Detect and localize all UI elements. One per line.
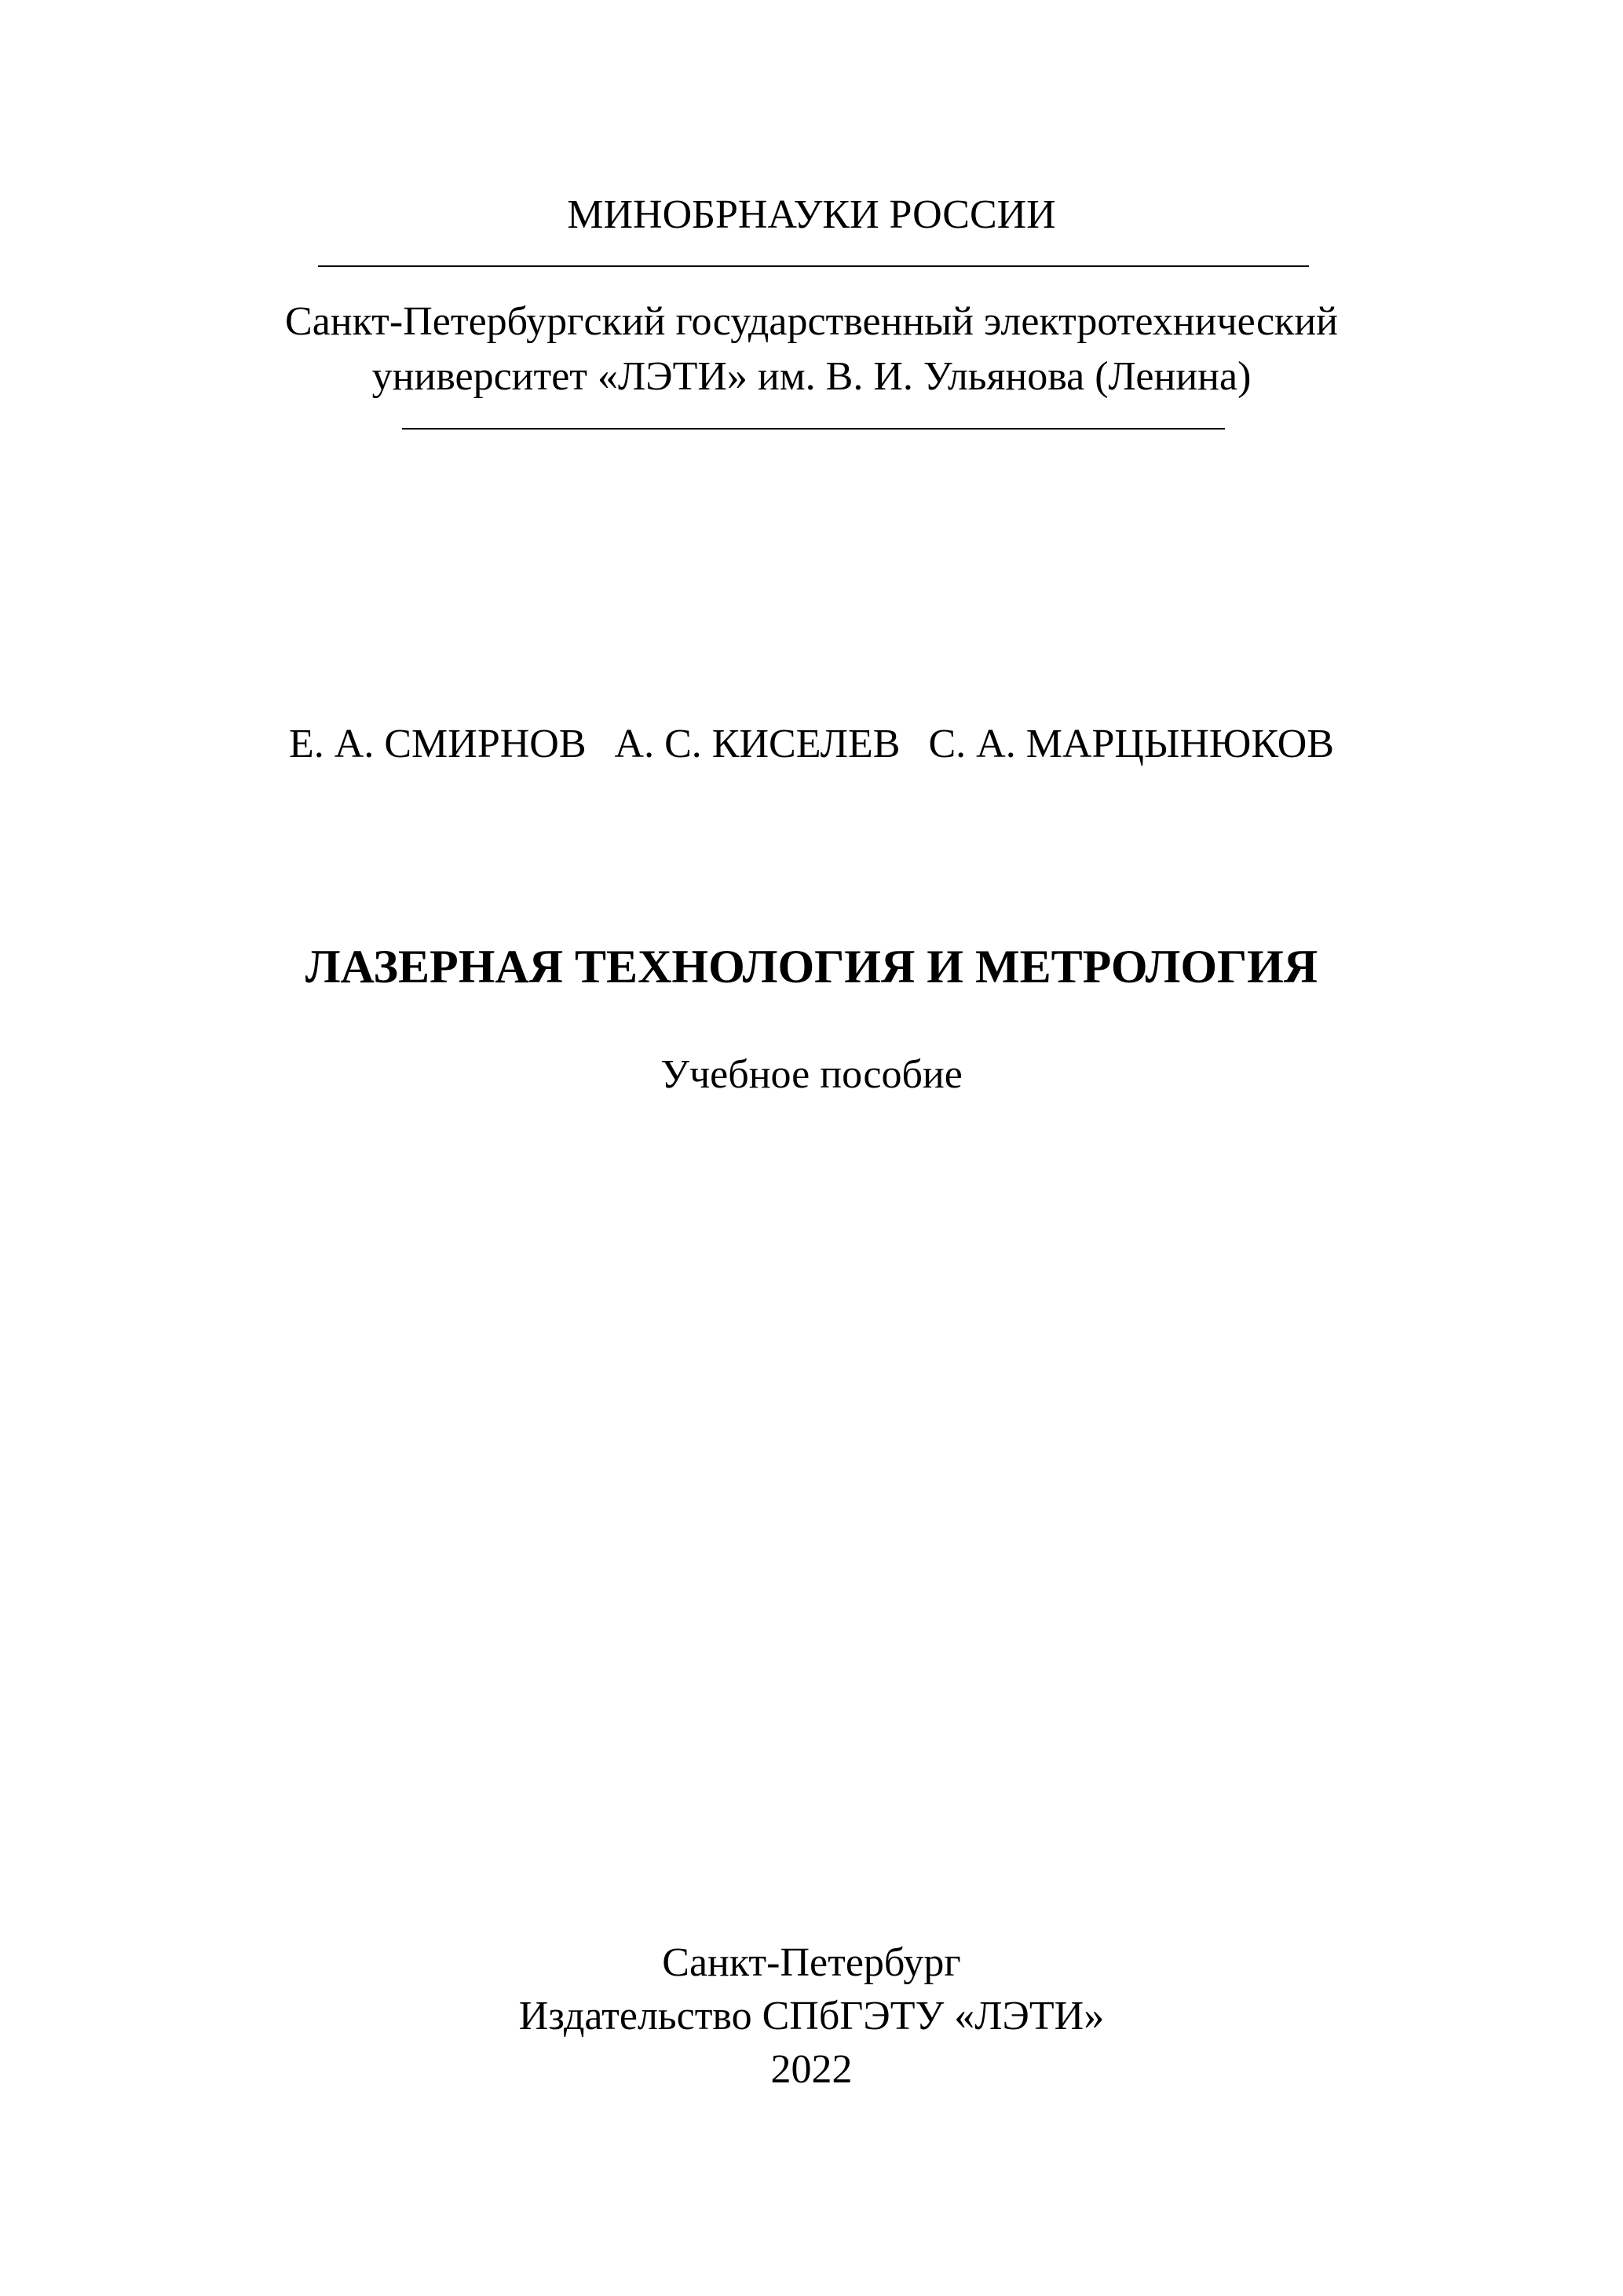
ministry-name: МИНОБРНАУКИ РОССИИ — [567, 192, 1056, 237]
author-name: А. С. КИСЕЛЕВ — [614, 722, 901, 766]
book-title: ЛАЗЕРНАЯ ТЕХНОЛОГИЯ И МЕТРОЛОГИЯ — [305, 941, 1318, 993]
university-name-line-2: университет «ЛЭТИ» им. В. И. Ульянова (Ленина) — [371, 354, 1252, 399]
university-divider — [402, 428, 1225, 430]
imprint-city: Санкт-Петербург — [662, 1940, 961, 1985]
imprint-year: 2022 — [770, 2047, 853, 2092]
author-name: С. А. МАРЦЫНЮКОВ — [928, 722, 1334, 766]
book-subtitle: Учебное пособие — [660, 1052, 963, 1097]
header-divider — [318, 265, 1309, 267]
author-name: Е. А. СМИРНОВ — [289, 722, 587, 766]
authors — [0, 721, 1623, 768]
imprint-publisher: Издательство СПбГЭТУ «ЛЭТИ» — [518, 1994, 1105, 2038]
university-name-line-1: Санкт-Петербургский государственный электротехнический — [285, 299, 1338, 344]
